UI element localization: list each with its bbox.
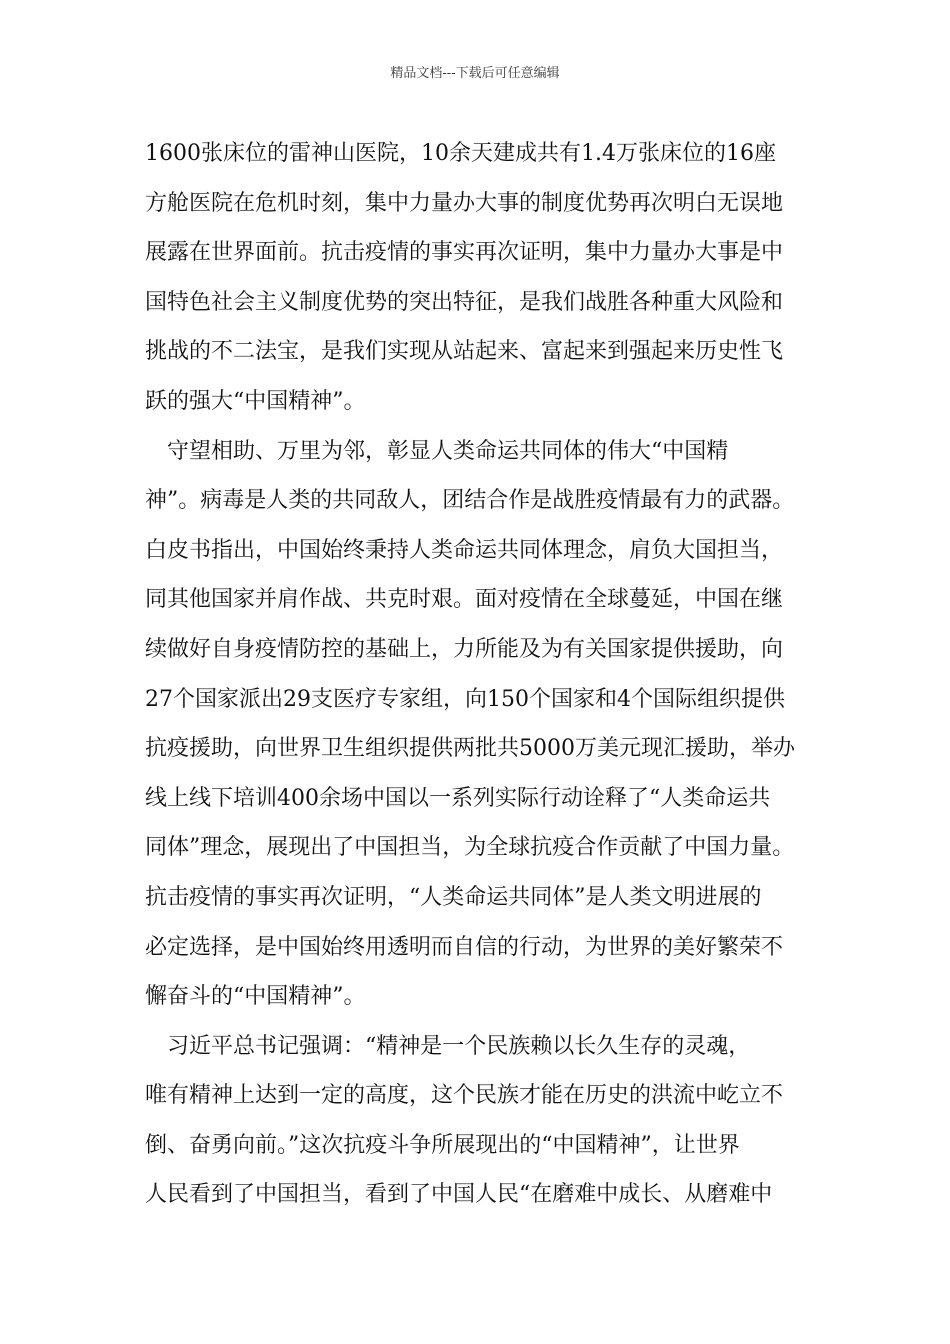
text-line: 同其他国家并肩作战、共克时艰。面对疫情在全球蔓延，中国在继	[145, 587, 784, 613]
text-line: 展露在世界面前。抗击疫情的事实再次证明，集中力量办大事是中	[145, 240, 784, 266]
text-line: 抗疫援助，向世界卫生组织提供两批共5000万美元现汇援助，举办	[145, 736, 795, 762]
paragraph	[145, 427, 810, 1022]
text-line: 唯有精神上达到一定的高度，这个民族才能在历史的洪流中屹立不	[145, 1083, 784, 1109]
text-line: 国特色社会主义制度优势的突出特征，是我们战胜各种重大风险和	[145, 289, 784, 315]
text-line: 必定选择，是中国始终用透明而自信的行动，为世界的美好繁荣不	[145, 934, 784, 960]
page-header: 精品文档---下载后可任意编辑	[390, 66, 560, 81]
text-line: 跃的强大“中国精神”。	[145, 388, 366, 414]
text-line: 习近平总书记强调：“精神是一个民族赖以长久生存的灵魂，	[145, 1033, 751, 1059]
text-line: 抗击疫情的事实再次证明，“人类命运共同体”是人类文明进展的	[145, 884, 762, 910]
text-line: 同体”理念，展现出了中国担当，为全球抗疫合作贡献了中国力量。	[145, 835, 795, 861]
text-line: 倒、奋勇向前。”这次抗疫斗争所展现出的“中国精神”，让世界	[145, 1132, 740, 1158]
paragraph	[145, 129, 810, 427]
document-body	[145, 129, 810, 1220]
text-line: 挑战的不二法宝，是我们实现从站起来、富起来到强起来历史性飞	[145, 339, 784, 365]
text-line: 白皮书指出，中国始终秉持人类命运共同体理念，肩负大国担当，	[145, 537, 784, 563]
text-line: 续做好自身疫情防控的基础上，力所能及为有关国家提供援助，向	[145, 636, 784, 662]
text-line: 懈奋斗的“中国精神”。	[145, 984, 366, 1010]
text-line: 神”。病毒是人类的共同敌人，团结合作是战胜疫情最有力的武器。	[145, 488, 795, 514]
text-line: 守望相助、万里为邻，彰显人类命运共同体的伟大“中国精	[145, 438, 729, 464]
text-line: 人民看到了中国担当，看到了中国人民“在磨难中成长、从磨难中	[145, 1182, 773, 1208]
text-line: 27个国家派出29支医疗专家组，向150个国家和4个国际组织提供	[145, 686, 785, 712]
paragraph	[145, 1022, 810, 1220]
text-line: 方舱医院在危机时刻，集中力量办大事的制度优势再次明白无误地	[145, 190, 784, 216]
text-line: 线上线下培训400余场中国以一系列实际行动诠释了“人类命运共	[145, 785, 771, 811]
text-line: 1600张床位的雷神山医院，10余天建成共有1.4万张床位的16座	[145, 141, 776, 166]
